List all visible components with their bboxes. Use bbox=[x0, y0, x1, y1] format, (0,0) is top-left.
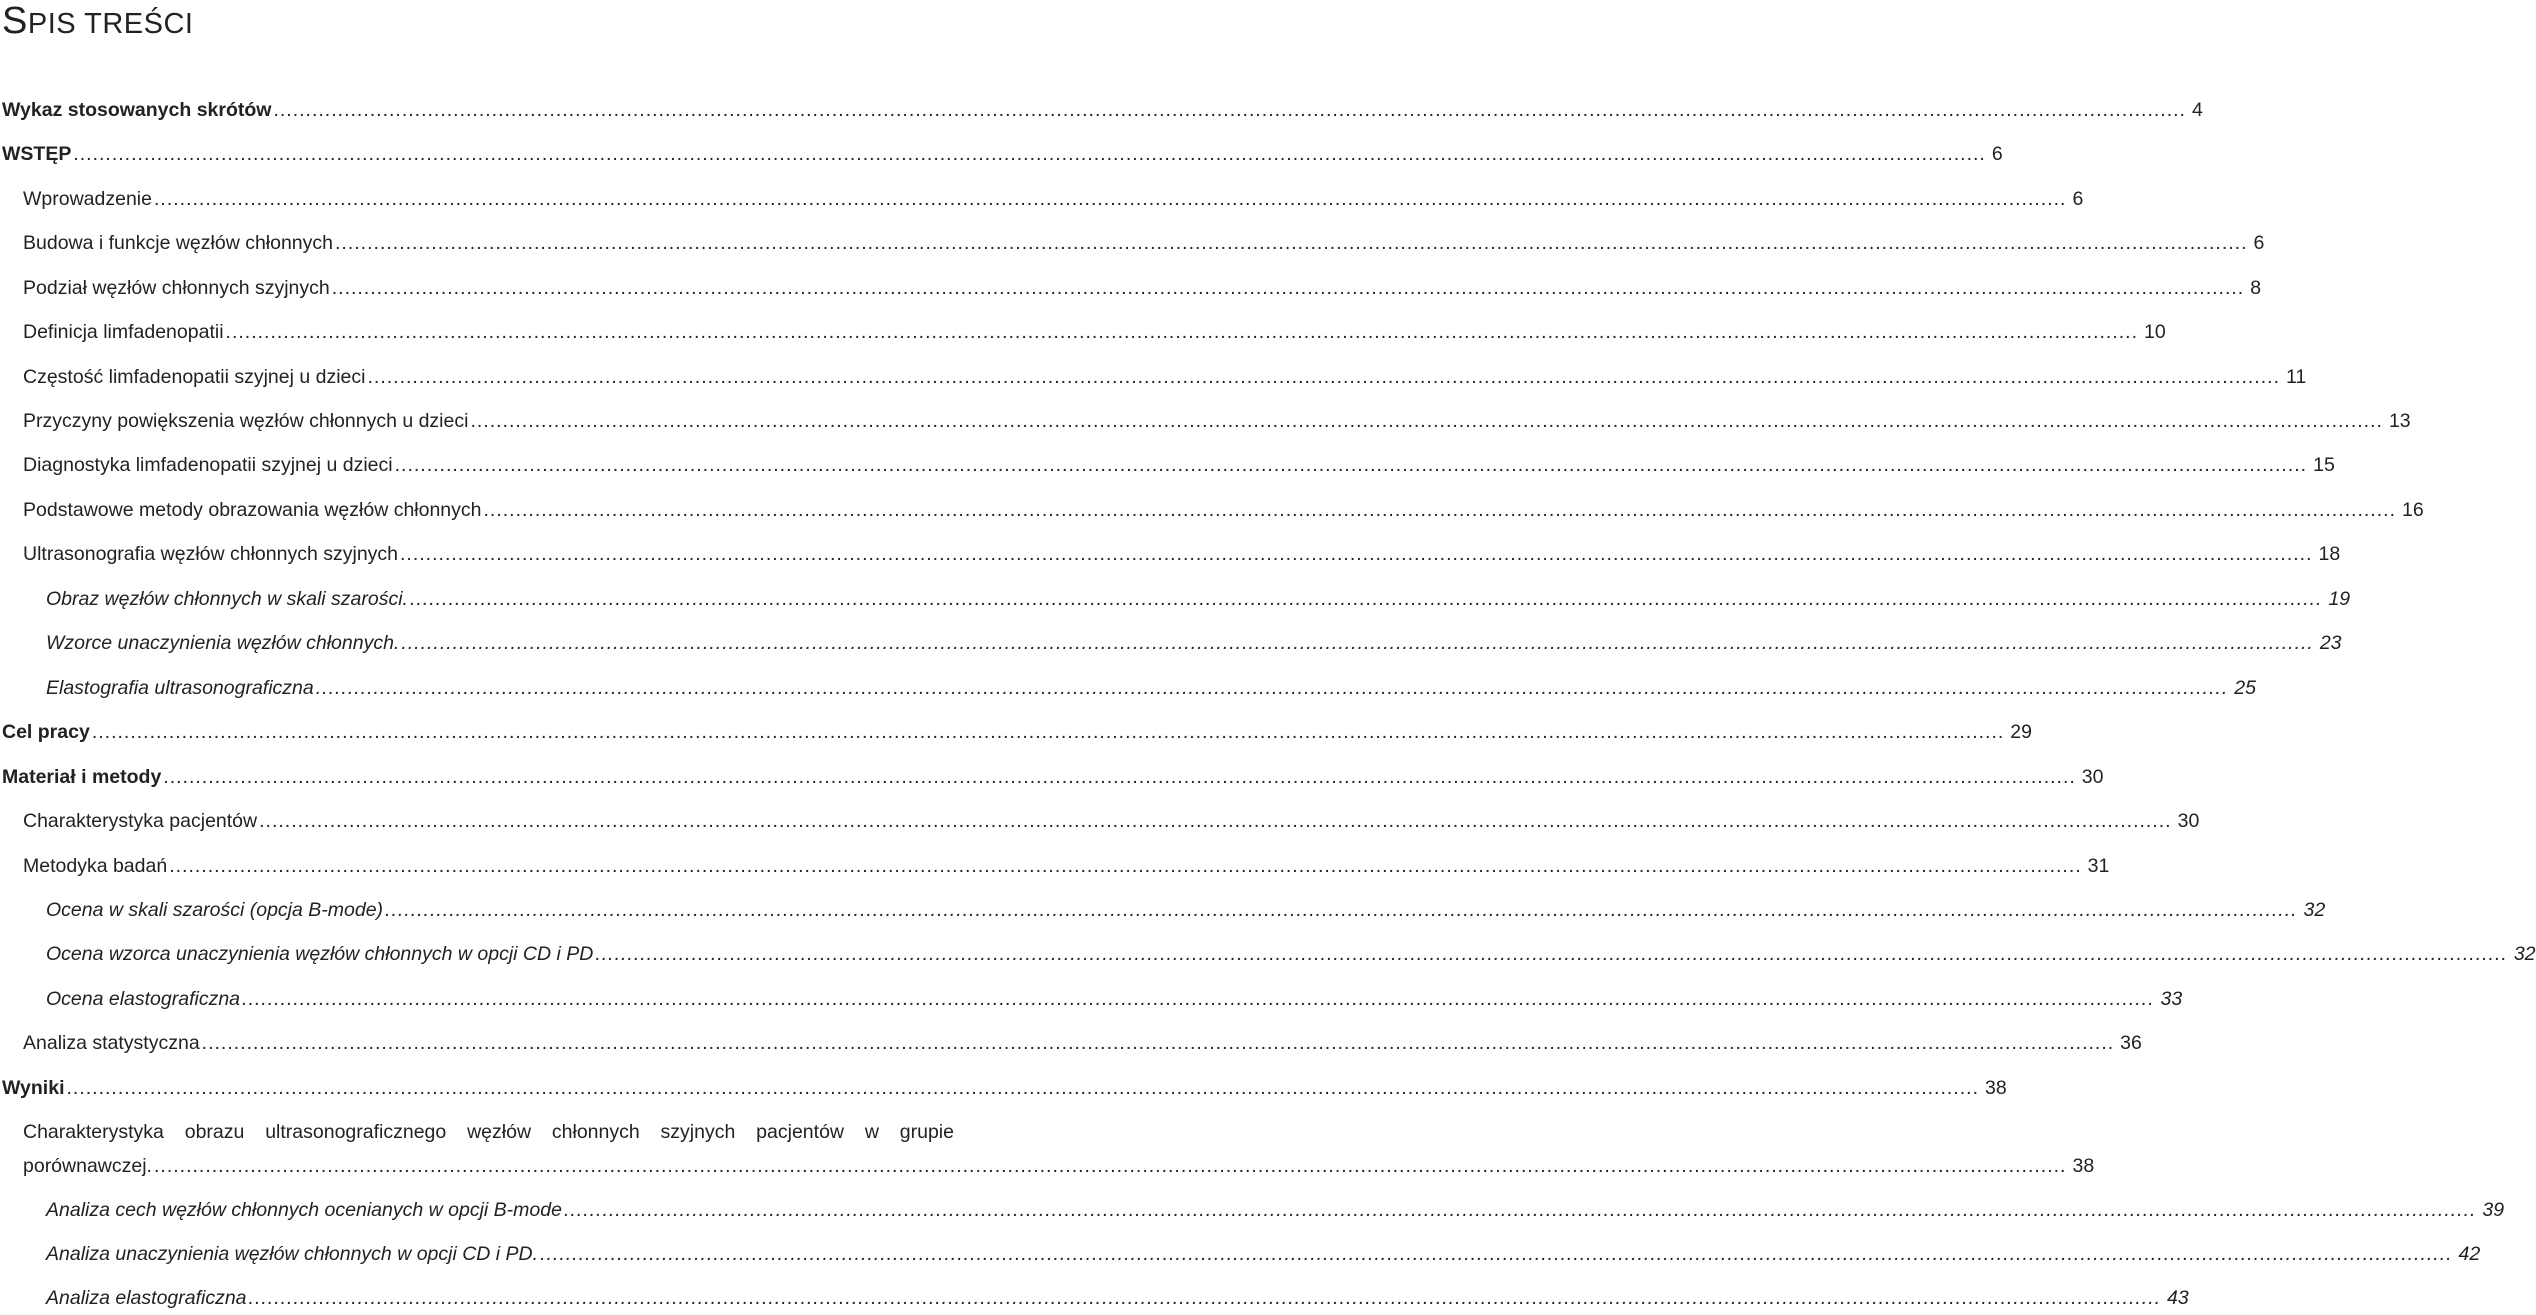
toc-leader-dots: .......................................................................................................................................................................................................................................................................................................... bbox=[201, 1032, 2115, 1054]
toc-leader-dots: .......................................................................................................................................................................................................................................................................................................... bbox=[409, 588, 2323, 610]
toc-leader-dots: .......................................................................................................................................................................................................................................................................................................... bbox=[394, 454, 2308, 476]
toc-entry-page: 8 bbox=[2250, 277, 2262, 299]
toc-leader-dots: .......................................................................................................................................................................................................................................................................................................... bbox=[385, 899, 2298, 921]
toc-entry-page: 10 bbox=[2144, 321, 2166, 343]
toc-entry-label: Charakterystyka pacjentów bbox=[23, 810, 258, 832]
toc-entry-label: Wykaz stosowanych skrótów bbox=[2, 99, 272, 121]
toc-entry-label: Obraz węzłów chłonnych w skali szarości. bbox=[46, 588, 408, 610]
toc-entry[interactable] bbox=[46, 941, 2536, 967]
toc-entry-page: 32 bbox=[2513, 943, 2536, 965]
toc-entry-label: Diagnostyka limfadenopatii szyjnej u dzieci bbox=[23, 454, 393, 476]
toc-leader-dots: .......................................................................................................................................................................................................................................................................................................... bbox=[483, 499, 2396, 521]
toc-entry-page: 31 bbox=[2087, 855, 2110, 877]
toc-entry[interactable] bbox=[46, 986, 2183, 1012]
toc-leader-dots: .......................................................................................................................................................................................................................................................................................................... bbox=[335, 232, 2248, 254]
toc-leader-dots: .......................................................................................................................................................................................................................................................................................................... bbox=[400, 543, 2313, 565]
toc-leader-dots: .......................................................................................................................................................................................................................................................................................................... bbox=[66, 1077, 1979, 1099]
toc-entry[interactable] bbox=[23, 275, 2262, 301]
toc-entry-page: 30 bbox=[2177, 810, 2200, 832]
toc-entry[interactable] bbox=[46, 1241, 2481, 1267]
toc-entry-label: Ocena w skali szarości (opcja B-mode) bbox=[46, 899, 384, 921]
toc-entry-page: 15 bbox=[2313, 454, 2335, 476]
toc-entry-page: 18 bbox=[2318, 543, 2341, 565]
toc-entry[interactable] bbox=[2, 719, 2032, 745]
toc-entry[interactable] bbox=[46, 586, 2351, 612]
toc-entry-page: 25 bbox=[2234, 677, 2256, 699]
toc-leader-dots: .......................................................................................................................................................................................................................................................................................................... bbox=[563, 1199, 2477, 1221]
toc-entry[interactable] bbox=[46, 675, 2256, 701]
toc-leader-dots: .......................................................................................................................................................................................................................................................................................................... bbox=[273, 99, 2186, 121]
toc-leader-dots: .......................................................................................................................................................................................................................................................................................................... bbox=[225, 321, 2139, 343]
toc-leader-dots: .......................................................................................................................................................................................................................................................................................................... bbox=[331, 277, 2245, 299]
toc-entry-label: Wzorce unaczynienia węzłów chłonnych. bbox=[46, 632, 400, 654]
toc-entry-page: 6 bbox=[1991, 143, 2003, 165]
toc-leader-dots: .......................................................................................................................................................................................................................................................................................................... bbox=[73, 143, 1986, 165]
toc-entry-label: Podział węzłów chłonnych szyjnych bbox=[23, 277, 330, 299]
toc-entry-page: 29 bbox=[2010, 721, 2032, 743]
toc-entry-label: Materiał i metody bbox=[2, 766, 162, 788]
toc-entry-label: Analiza elastograficzna bbox=[46, 1287, 247, 1309]
toc-entry[interactable] bbox=[46, 630, 2342, 656]
toc-entry-label: Budowa i funkcje węzłów chłonnych bbox=[23, 232, 334, 254]
toc-entry-page: 19 bbox=[2328, 588, 2351, 610]
toc-entry-label: Ultrasonografia węzłów chłonnych szyjnych bbox=[23, 543, 399, 565]
toc-entry-label: Elastografia ultrasonograficzna bbox=[46, 677, 314, 699]
toc-entry-page: 23 bbox=[2319, 632, 2342, 654]
toc-entry-label: WSTĘP bbox=[2, 143, 72, 165]
toc-entry-label: Podstawowe metody obrazowania węzłów chłonnych bbox=[23, 499, 482, 521]
toc-leader-dots: .......................................................................................................................................................................................................................................................................................................... bbox=[315, 677, 2229, 699]
toc-leader-dots: .......................................................................................................................................................................................................................................................................................................... bbox=[540, 1243, 2453, 1265]
toc-entry[interactable] bbox=[2, 1075, 2007, 1101]
toc-entry[interactable] bbox=[23, 408, 2411, 434]
toc-entry-page: 32 bbox=[2303, 899, 2326, 921]
toc-entry[interactable] bbox=[23, 1153, 2095, 1179]
toc-leader-dots: .......................................................................................................................................................................................................................................................................................................... bbox=[401, 632, 2314, 654]
toc-entry-page: 33 bbox=[2160, 988, 2183, 1010]
toc-entry-page: 4 bbox=[2191, 99, 2203, 121]
toc-entry-label: Metodyka badań bbox=[23, 855, 168, 877]
toc-entry-page: 16 bbox=[2401, 499, 2424, 521]
toc-leader-dots: .......................................................................................................................................................................................................................................................................................................... bbox=[248, 1287, 2162, 1309]
toc-entry-label: Częstość limfadenopatii szyjnej u dzieci bbox=[23, 366, 366, 388]
toc-entry[interactable] bbox=[23, 808, 2200, 834]
toc-entry-page: 6 bbox=[2072, 188, 2084, 210]
toc-entry-page: 43 bbox=[2167, 1287, 2189, 1309]
toc-entry-page: 42 bbox=[2458, 1243, 2481, 1265]
toc-entry-label: Ocena elastograficzna bbox=[46, 988, 241, 1010]
toc-entry-label: porównawczej. bbox=[23, 1155, 152, 1177]
toc-entry[interactable] bbox=[23, 452, 2335, 478]
toc-entry-label: Ocena wzorca unaczynienia węzłów chłonnych w opcji CD i PD bbox=[46, 943, 594, 965]
toc-entry[interactable] bbox=[2, 97, 2203, 123]
toc-entry[interactable] bbox=[46, 1285, 2189, 1311]
title-rest: PIS TREŚCI bbox=[27, 8, 194, 40]
toc-leader-dots: .......................................................................................................................................................................................................................................................................................................... bbox=[91, 721, 2005, 743]
toc-entry[interactable] bbox=[46, 897, 2326, 923]
toc-entry[interactable] bbox=[23, 319, 2166, 345]
toc-leader-dots: .......................................................................................................................................................................................................................................................................................................... bbox=[595, 943, 2508, 965]
toc-entry-page: 39 bbox=[2482, 1199, 2505, 1221]
toc-leader-dots: .......................................................................................................................................................................................................................................................................................................... bbox=[367, 366, 2280, 388]
toc-entry-label: Wprowadzenie bbox=[23, 188, 152, 210]
toc-leader-dots: .......................................................................................................................................................................................................................................................................................................... bbox=[242, 988, 2155, 1010]
toc-entry[interactable] bbox=[2, 764, 2104, 790]
toc-entry[interactable] bbox=[23, 1030, 2142, 1056]
toc-entry[interactable] bbox=[23, 230, 2265, 256]
toc-entry-label: Definicja limfadenopatii bbox=[23, 321, 224, 343]
toc-entry-page: 11 bbox=[2285, 366, 2307, 388]
toc-entry[interactable] bbox=[23, 364, 2307, 390]
toc-leader-dots: .......................................................................................................................................................................................................................................................................................................... bbox=[259, 810, 2172, 832]
toc-leader-dots: .......................................................................................................................................................................................................................................................................................................... bbox=[153, 188, 2067, 210]
toc-entry-page: 36 bbox=[2120, 1032, 2142, 1054]
toc-entry-label: Analiza unaczynienia węzłów chłonnych w opcji CD i PD. bbox=[46, 1243, 539, 1265]
toc-entry-page: 13 bbox=[2388, 410, 2411, 432]
toc-leader-dots: .......................................................................................................................................................................................................................................................................................................... bbox=[153, 1155, 2067, 1177]
toc-leader-dots: .......................................................................................................................................................................................................................................................................................................... bbox=[169, 855, 2082, 877]
toc-entry[interactable] bbox=[23, 853, 2110, 879]
toc-entry-label: Analiza statystyczna bbox=[23, 1032, 200, 1054]
toc-entry-label: Przyczyny powiększenia węzłów chłonnych u dzieci bbox=[23, 410, 469, 432]
toc-entry-label: Wyniki bbox=[2, 1077, 65, 1099]
toc-entry-page: 6 bbox=[2253, 232, 2265, 254]
toc-entry[interactable] bbox=[2, 141, 2003, 167]
toc-entry[interactable] bbox=[23, 497, 2424, 523]
toc-leader-dots: .......................................................................................................................................................................................................................................................................................................... bbox=[470, 410, 2383, 432]
toc-entry[interactable] bbox=[23, 186, 2084, 212]
toc-entry-page: 38 bbox=[1984, 1077, 2007, 1099]
toc-entry-page: 30 bbox=[2081, 766, 2104, 788]
toc-leader-dots: .......................................................................................................................................................................................................................................................................................................... bbox=[163, 766, 2076, 788]
toc-entry-first-line[interactable]: Charakterystyka obrazu ultrasonograficznego węzłów chłonnych szyjnych pacjentów w grupie bbox=[23, 1121, 954, 1143]
title-initial: S bbox=[2, 0, 28, 42]
toc-entry[interactable] bbox=[23, 541, 2341, 567]
toc-entry-label: Analiza cech węzłów chłonnych ocenianych w opcji B-mode bbox=[46, 1199, 562, 1221]
toc-entry[interactable] bbox=[46, 1197, 2505, 1223]
toc-entry-label: Cel pracy bbox=[2, 721, 90, 743]
toc-entry-page: 38 bbox=[2072, 1155, 2095, 1177]
